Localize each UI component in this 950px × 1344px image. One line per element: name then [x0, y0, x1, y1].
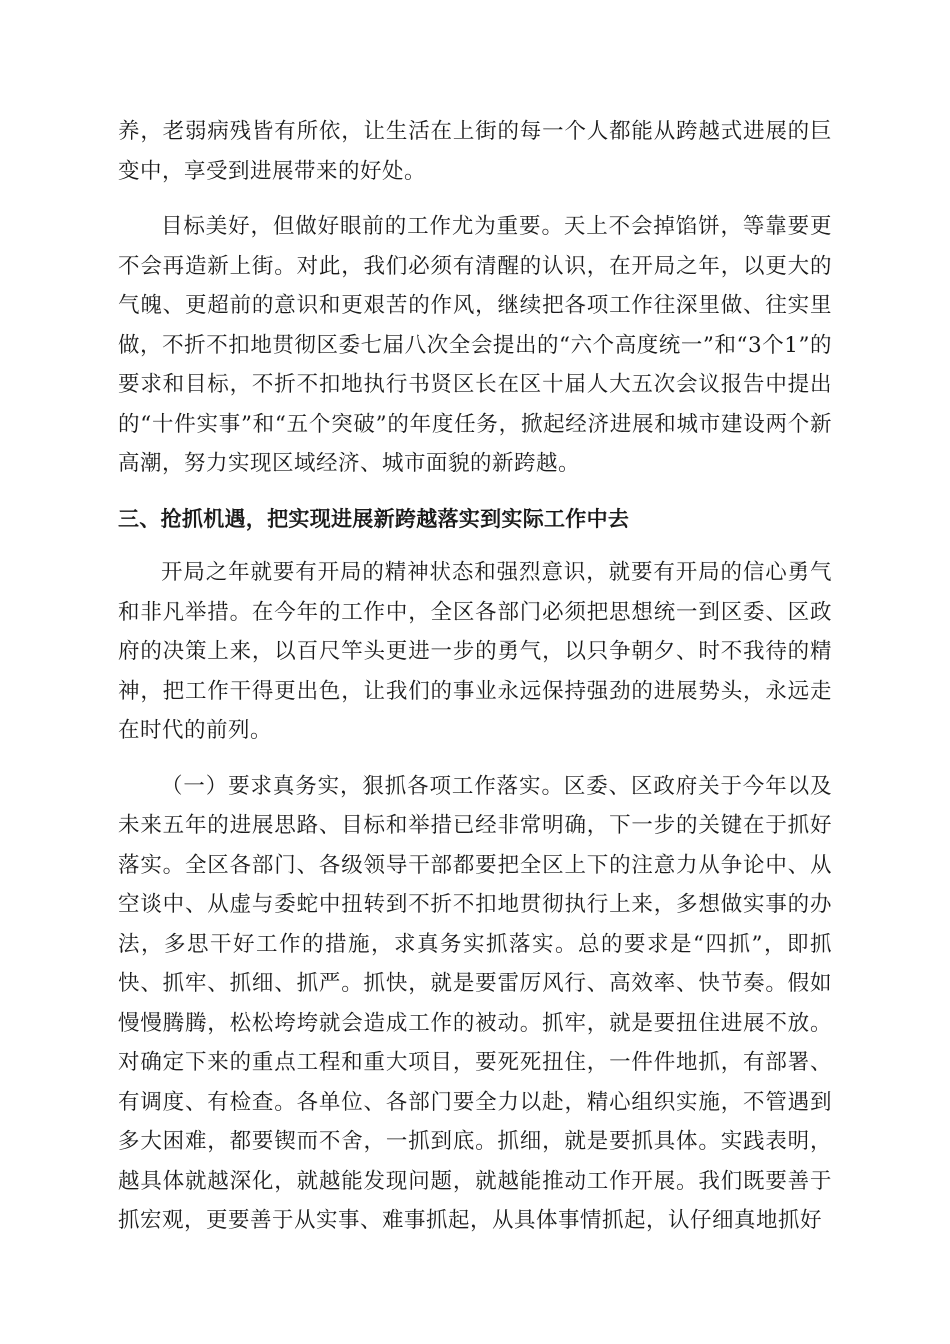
- paragraph-spirit: 开局之年就要有开局的精神状态和强烈意识，就要有开局的信心勇气和非凡举措。在今年的工作中，全区各部门必须把思想统一到区委、区政府的决策上来，以百尺竿头更进一步的勇气，以只争朝夕、时不我待的精神，把工作干得更出色，让我们的事业永远保持强劲的进展势头，永远走在时代的前列。: [118, 560, 832, 743]
- section-heading: 三、抢抓机遇，把实现进展新跨越落实到实际工作中去: [118, 506, 630, 531]
- paragraph-continued: 养，老弱病残皆有所依，让生活在上街的每一个人都能从跨越式进展的巨变中，享受到进展带来的好处。: [118, 119, 832, 184]
- document-body: [118, 112, 832, 1257]
- paragraph-goals: 目标美好，但做好眼前的工作尤为重要。天上不会掉馅饼，等靠要更不会再造新上街。对此，我们必须有清醒的认识，在开局之年，以更大的气魄、更超前的意识和更艰苦的作风，继续把各项工作往深里做、往实里做，不折不扣地贯彻区委七届八次全会提出的“六个高度统一”和“3个1”的要求和目标，不折不扣地执行书贤区长在区十届人大五次会议报告中提出的“十件实事”和“五个突破”的年度任务，掀起经济进展和城市建设两个新高潮，努力实现区域经济、城市面貌的新跨越。: [118, 214, 832, 476]
- paragraph-implementation: （一）要求真务实，狠抓各项工作落实。区委、区政府关于今年以及未来五年的进展思路、目标和举措已经非常明确，下一步的关键在于抓好落实。全区各部门、各级领导干部都要把全区上下的注意力从争论中、从空谈中、从虚与委蛇中扭转到不折不扣地贯彻执行上来，多想做实事的办法，多思干好工作的措施，求真务实抓落实。总的要求是“四抓”，即抓快、抓牢、抓细、抓严。抓快，就是要雷厉风行、高效率、快节奏。假如慢慢腾腾，松松垮垮就会造成工作的被动。抓牢，就是要扭住进展不放。对确定下来的重点工程和重大项目，要死死扭住，一件件地抓，有部署、有调度、有检查。各单位、各部门要全力以赴，精心组织实施，不管遇到多大困难，都要锲而不舍，一抓到底。抓细，就是要抓具体。实践表明，越具体就越深化，就越能发现问题，就越能推动工作开展。我们既要善于抓宏观，更要善于从实事、难事抓起，从具体事情抓起，认仔细真地抓好: [118, 773, 832, 1233]
